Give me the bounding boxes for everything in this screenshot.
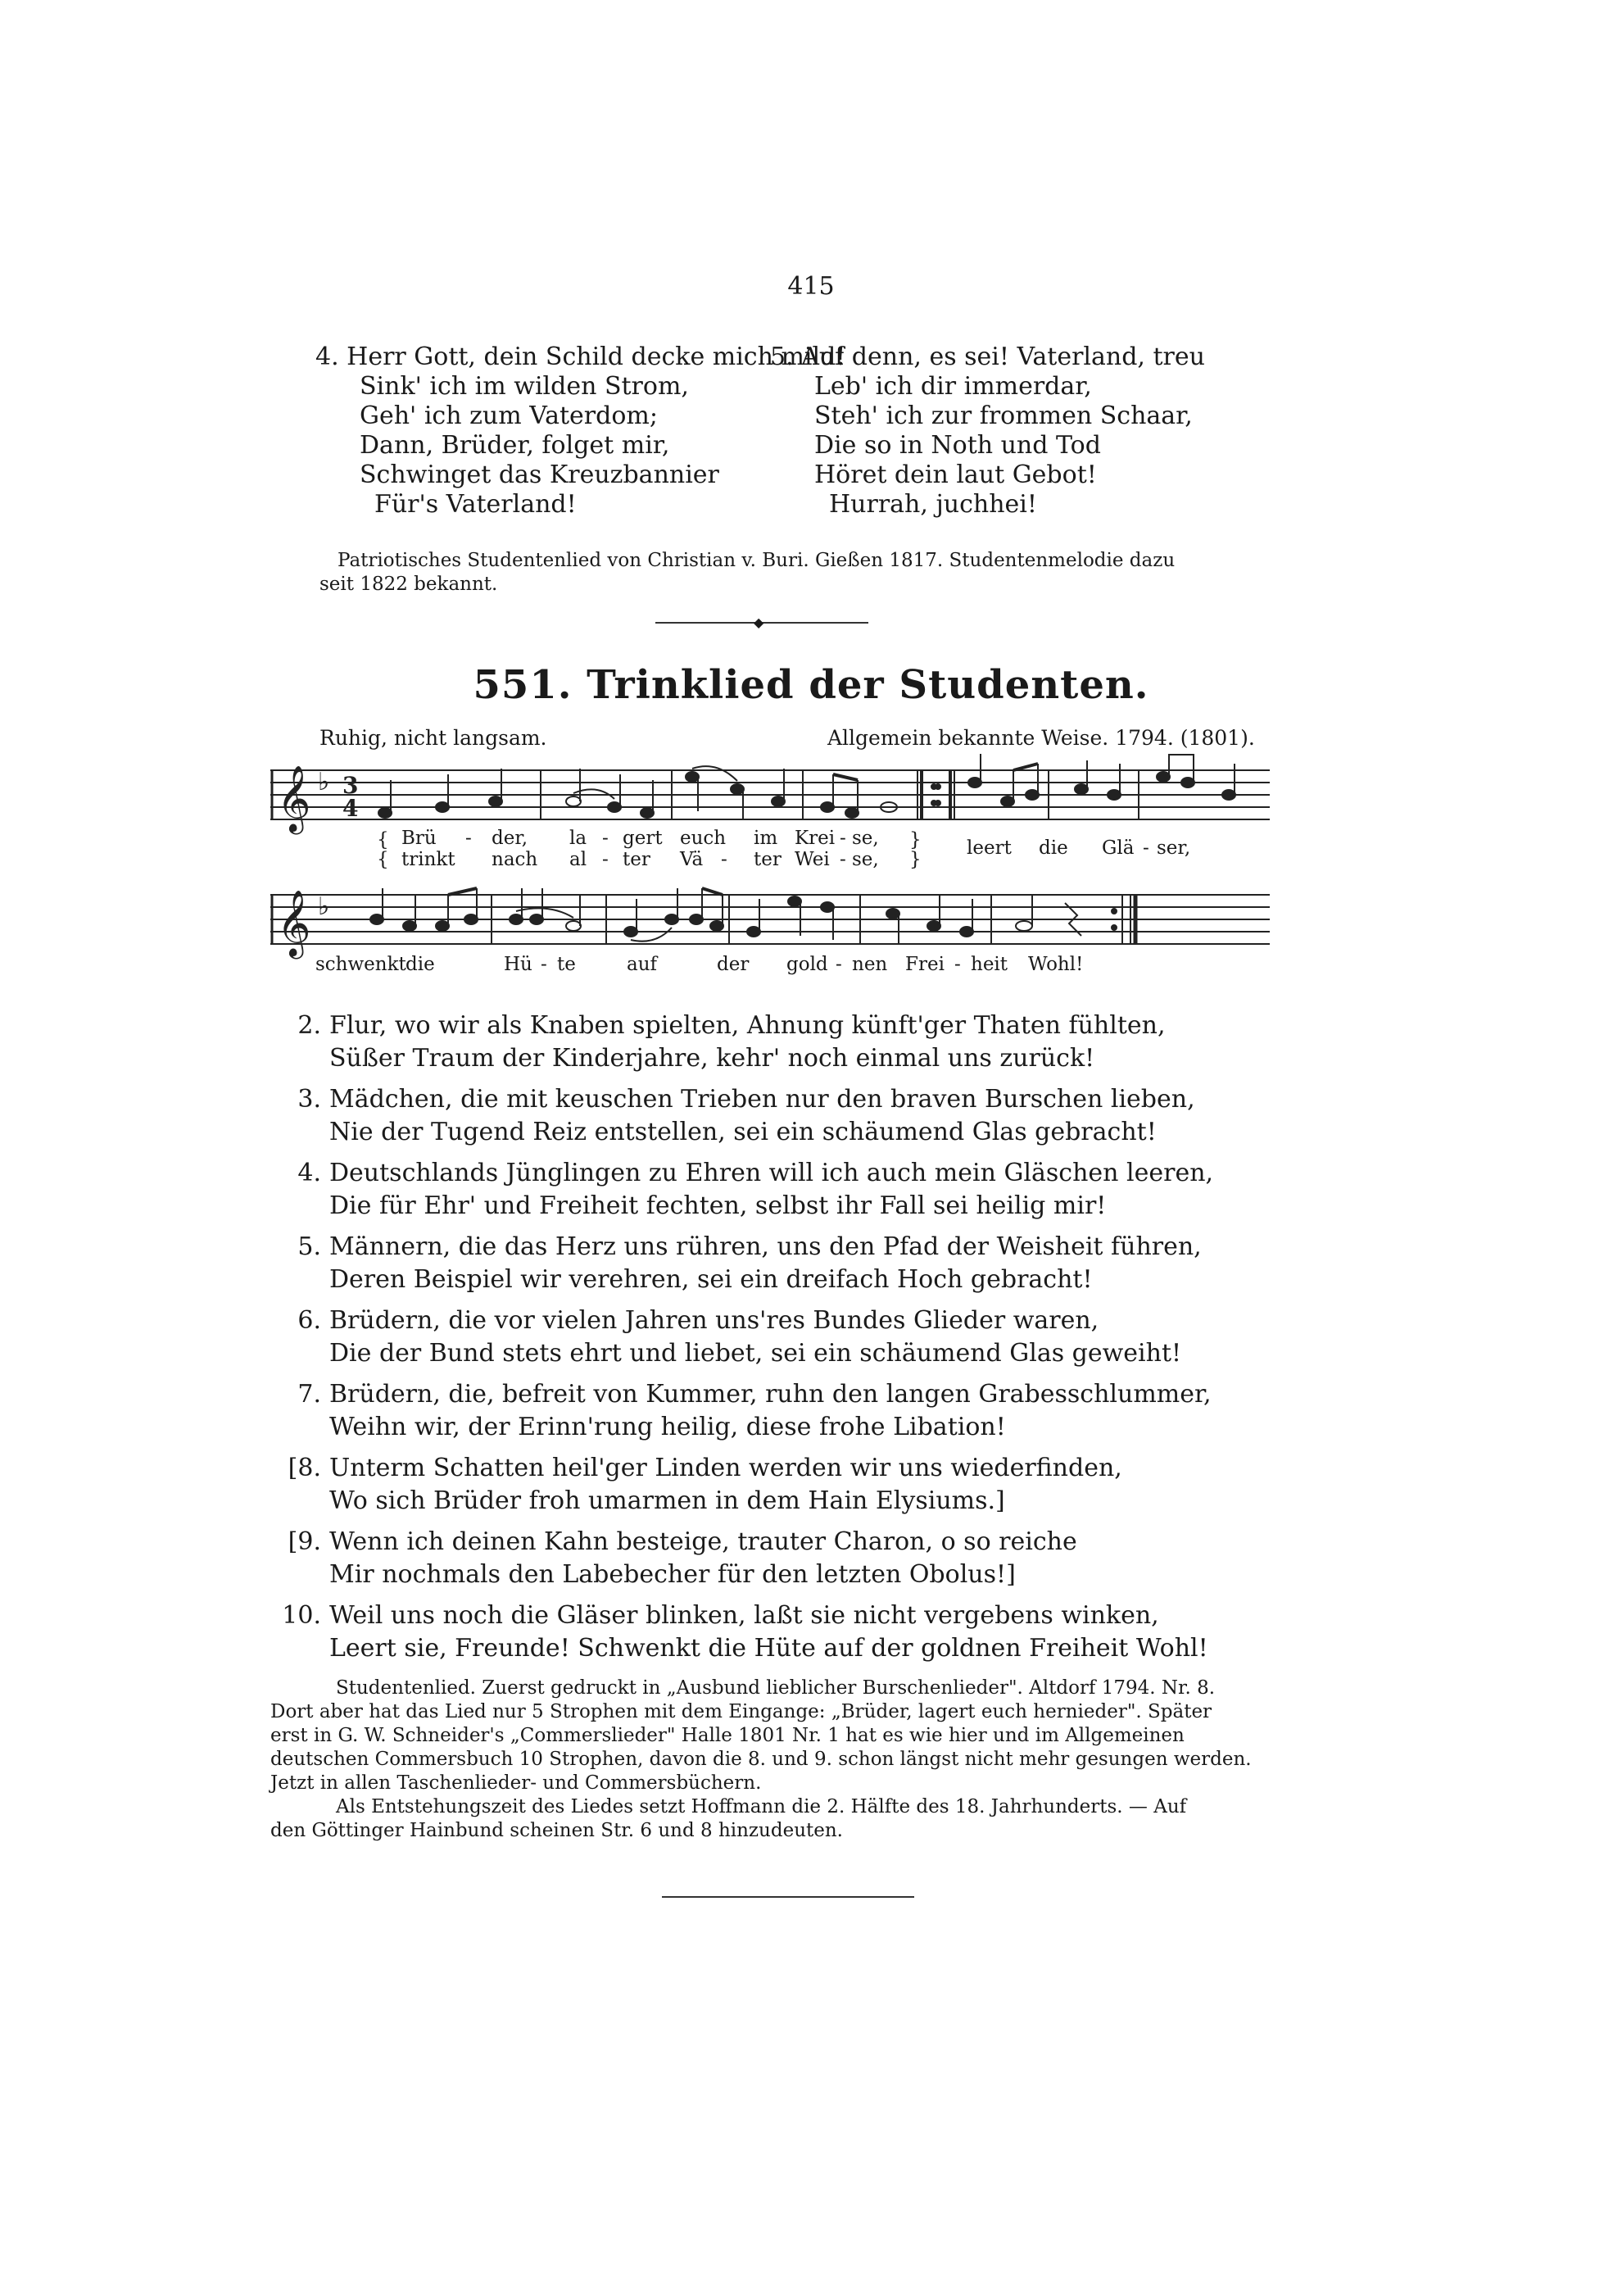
lyric: ser, <box>1157 837 1191 859</box>
stanza-line: Dann, Brüder, folget mir, <box>360 431 670 460</box>
lyric: Brü <box>401 828 437 849</box>
music-staff-1 <box>270 754 1270 836</box>
lyric: schwenkt <box>315 954 406 975</box>
stanza-line: 4. Herr Gott, dein Schild decke mich mild! <box>315 343 846 371</box>
verse-line: Die der Bund stets ehrt und liebet, sei ein schäumend Glas geweiht! <box>329 1339 1182 1368</box>
stanza-line: Die so in Noth und Tod <box>814 431 1101 460</box>
verse-line: Flur, wo wir als Knaben spielten, Ahnung künft'ger Thaten fühlten, <box>329 1011 1166 1040</box>
note-line: erst in G. W. Schneider's „Commerslieder" Halle 1801 Nr. 1 hat es wie hier und im Allgemeinen <box>270 1725 1185 1746</box>
lyric: Vä <box>680 849 704 870</box>
lyric: die <box>1039 837 1068 859</box>
melody-source: Allgemein bekannte Weise. 1794. (1801). <box>827 726 1255 750</box>
lyric: - <box>836 954 842 975</box>
svg-text:♭: ♭ <box>318 892 330 921</box>
lyric: Hü <box>504 954 532 975</box>
verse-line: Brüdern, die, befreit von Kummer, ruhn den langen Grabesschlummer, <box>329 1380 1212 1409</box>
verses <box>270 1010 1213 1673</box>
note-line: Jetzt in allen Taschenlieder- und Commersbüchern. <box>270 1772 762 1794</box>
verse-line: Mädchen, die mit keuschen Trieben nur den braven Burschen lieben, <box>329 1085 1195 1114</box>
lyric: Glä <box>1102 837 1135 859</box>
lyric: trinkt <box>401 849 455 870</box>
verse-number: 6. <box>297 1306 321 1335</box>
verse-8 <box>270 1452 1213 1518</box>
lyric: te <box>557 954 576 975</box>
verse-number: [9. <box>288 1527 321 1556</box>
lyric-bracket: { <box>377 849 389 870</box>
note-line: seit 1822 bekannt. <box>319 574 498 595</box>
stanza-line: Für's Vaterland! <box>374 490 577 519</box>
page-number: 415 <box>787 272 835 301</box>
note-line: den Göttinger Hainbund scheinen Str. 6 und 8 hinzudeuten. <box>270 1820 843 1841</box>
music-staff-2 <box>270 878 1270 960</box>
stanza-line: Sink' ich im wilden Strom, <box>360 372 689 401</box>
lyric: heit <box>971 954 1008 975</box>
lyric: Wei <box>795 849 830 870</box>
lyric: - <box>465 828 472 849</box>
verse-line: Weil uns noch die Gläser blinken, laßt sie nicht vergebens winken, <box>329 1601 1159 1630</box>
lyric: - <box>840 828 846 849</box>
lyric: auf <box>627 954 658 975</box>
stanza-line: Hurrah, juchhei! <box>829 490 1037 519</box>
svg-text:4: 4 <box>342 795 359 822</box>
verse-line: Die für Ehr' und Freiheit fechten, selbst ihr Fall sei heilig mir! <box>329 1191 1107 1220</box>
lyric: Krei <box>795 828 836 849</box>
lyric: im <box>754 828 778 849</box>
verse-line: Wo sich Brüder froh umarmen in dem Hain Elysiums.] <box>329 1486 1005 1515</box>
verse-line: Brüdern, die vor vielen Jahren uns'res Bundes Glieder waren, <box>329 1306 1099 1335</box>
svg-text:♭: ♭ <box>318 768 330 796</box>
lyric: der, <box>492 828 528 849</box>
verse-10 <box>270 1599 1213 1665</box>
note-line: Als Entstehungszeit des Liedes setzt Hoffmann die 2. Hälfte des 18. Jahrhunderts. — Auf <box>336 1796 1187 1817</box>
note-line: Dort aber hat das Lied nur 5 Strophen mit dem Eingange: „Brüder, lagert euch hernieder". Später <box>270 1701 1212 1722</box>
source-note-bottom <box>270 1677 1252 1843</box>
lyric: die <box>406 954 435 975</box>
verse-line: Deren Beispiel wir verehren, sei ein dreifach Hoch gebracht! <box>329 1265 1093 1294</box>
svg-text:3: 3 <box>342 772 359 799</box>
verse-number: 5. <box>297 1232 321 1261</box>
lyric: ter <box>754 849 782 870</box>
lyric: der <box>717 954 750 975</box>
lyric: gert <box>623 828 663 849</box>
verse-2 <box>270 1010 1213 1075</box>
verse-number: [8. <box>288 1454 321 1482</box>
verse-3 <box>270 1083 1213 1149</box>
verse-line: Süßer Traum der Kinderjahre, kehr' noch einmal uns zurück! <box>329 1044 1095 1073</box>
verse-number: 10. <box>282 1601 321 1630</box>
lyric: Wohl! <box>1028 954 1084 975</box>
lyric-bracket: } <box>909 829 922 851</box>
note-line: Studentenlied. Zuerst gedruckt in „Ausbund lieblicher Burschenlieder". Altdorf 1794. Nr. 8. <box>336 1677 1216 1699</box>
source-note-top <box>319 549 1175 597</box>
verse-line: Weihn wir, der Erinn'rung heilig, diese frohe Libation! <box>329 1413 1006 1441</box>
divider-ornament: ◆ <box>754 615 764 630</box>
stanza-line: Leb' ich dir immerdar, <box>814 372 1092 401</box>
lyric: se, <box>852 828 879 849</box>
svg-text:𝄞: 𝄞 <box>277 889 311 956</box>
end-divider <box>662 1896 914 1898</box>
lyric: - <box>602 849 609 870</box>
svg-text:𝄞: 𝄞 <box>277 765 311 832</box>
lyric: - <box>1143 837 1149 859</box>
stanza-line: Geh' ich zum Vaterdom; <box>360 402 658 430</box>
verse-7 <box>270 1378 1213 1444</box>
verse-6 <box>270 1305 1213 1370</box>
lyric: nen <box>852 954 888 975</box>
stanza-line: Steh' ich zur frommen Schaar, <box>814 402 1193 430</box>
lyric: la <box>569 828 587 849</box>
lyric: Frei <box>905 954 945 975</box>
stanza-4 <box>315 343 845 520</box>
verse-number: 4. <box>297 1159 321 1187</box>
lyric: ter <box>623 849 650 870</box>
verse-line: Leert sie, Freunde! Schwenkt die Hüte auf der goldnen Freiheit Wohl! <box>329 1634 1208 1663</box>
note-line: Patriotisches Studentenlied von Christian v. Buri. Gießen 1817. Studentenmelodie dazu <box>338 550 1176 571</box>
lyric: al <box>569 849 587 870</box>
lyric: euch <box>680 828 727 849</box>
verse-5 <box>270 1231 1213 1296</box>
verse-line: Deutschlands Jünglingen zu Ehren will ich auch mein Gläschen leeren, <box>329 1159 1214 1187</box>
verse-number: 7. <box>297 1380 321 1409</box>
verse-number: 2. <box>297 1011 321 1040</box>
verse-number: 3. <box>297 1085 321 1114</box>
stanza-line: Höret dein laut Gebot! <box>814 461 1097 489</box>
lyric: - <box>954 954 961 975</box>
verse-9 <box>270 1526 1213 1591</box>
tempo-marking: Ruhig, nicht langsam. <box>319 726 547 750</box>
verse-line: Männern, die das Herz uns rühren, uns den Pfad der Weisheit führen, <box>329 1232 1202 1261</box>
lyric: - <box>840 849 846 870</box>
stanza-line: 5. Auf denn, es sei! Vaterland, treu <box>770 343 1205 371</box>
verse-line: Nie der Tugend Reiz entstellen, sei ein schäumend Glas gebracht! <box>329 1118 1157 1146</box>
lyric-bracket: } <box>909 849 922 870</box>
lyric: se, <box>852 849 879 870</box>
verse-line: Mir nochmals den Labebecher für den letzten Obolus!] <box>329 1560 1016 1589</box>
lyric: leert <box>967 837 1012 859</box>
song-title: 551. Trinklied der Studenten. <box>473 662 1149 708</box>
verse-line: Wenn ich deinen Kahn besteige, trauter Charon, o so reiche <box>329 1527 1077 1556</box>
lyric: - <box>602 828 609 849</box>
lyric: gold <box>786 954 828 975</box>
lyric-bracket: { <box>377 829 389 851</box>
stanza-5 <box>770 343 1205 520</box>
stanza-line: Schwinget das Kreuzbannier <box>360 461 719 489</box>
lyric: nach <box>492 849 538 870</box>
verse-line: Unterm Schatten heil'ger Linden werden wir uns wiederfinden, <box>329 1454 1122 1482</box>
lyric: - <box>541 954 547 975</box>
lyric: - <box>721 849 727 870</box>
note-line: deutschen Commersbuch 10 Strophen, davon die 8. und 9. schon längst nicht mehr gesungen werden. <box>270 1749 1252 1770</box>
verse-4 <box>270 1157 1213 1223</box>
